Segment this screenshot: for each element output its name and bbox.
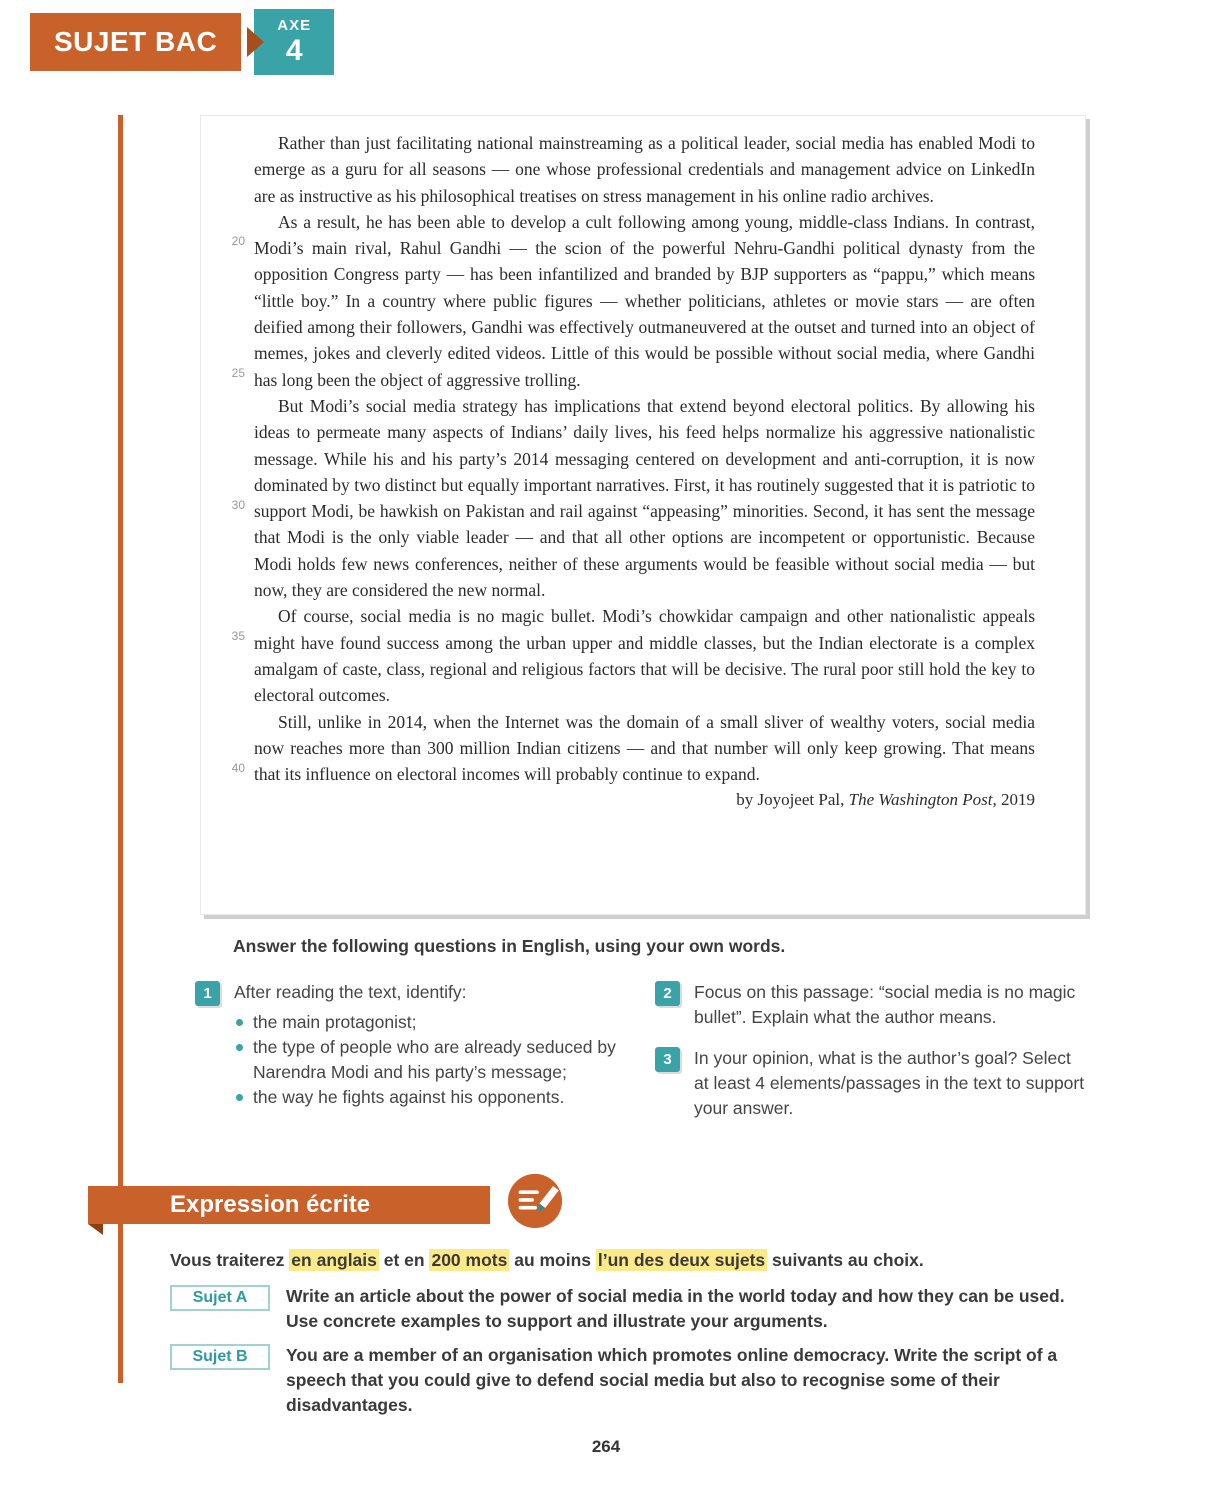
- bullet-item: the type of people who are already seduced by Narendra Modi and his party’s message;: [234, 1035, 625, 1085]
- attribution-year: 2019: [996, 790, 1035, 810]
- article-box: [200, 115, 1086, 915]
- instruction-text-segment: Vous traiterez: [170, 1250, 290, 1270]
- instruction-highlight: 200 mots: [431, 1250, 508, 1270]
- questions-left-column: [195, 980, 625, 1137]
- questions-intro: Answer the following questions in English, using your own words.: [233, 936, 786, 956]
- sujet-a-text: Write an article about the power of social media in the world today and how they can be used. Use concrete examples to support and illustrate your arguments.: [286, 1286, 1065, 1331]
- attribution-source: The Washington Post,: [848, 790, 997, 810]
- question-1-bullet-list: [234, 1010, 625, 1110]
- question-1-text: After reading the text, identify:: [234, 982, 467, 1002]
- axe-badge: [254, 9, 334, 75]
- attribution: [254, 787, 1035, 813]
- expression-ecrite-title: Expression écrite: [170, 1191, 371, 1218]
- question-1-number-badge: 1: [195, 981, 220, 1006]
- attribution-author: by Joyojeet Pal,: [736, 790, 849, 810]
- instruction-line: [170, 1250, 924, 1271]
- pencil-list-icon: [506, 1172, 564, 1230]
- question-3: [655, 1046, 1090, 1121]
- sujet-bac-banner: [30, 13, 241, 71]
- question-2-number-badge: 2: [655, 981, 680, 1006]
- sujet-a-label: Sujet A: [170, 1285, 270, 1311]
- page-number: 264: [591, 1437, 621, 1456]
- line-number: 20: [231, 234, 245, 248]
- chevron-right-icon: [247, 27, 264, 57]
- sujet-b-text: You are a member of an organisation which promotes online democracy. Write the script of a speech that you could give to defend social media but also to recognise some of their disadvantages.: [286, 1345, 1058, 1415]
- question-2-text: Focus on this passage: “social media is no magic bullet”. Explain what the author means.: [694, 982, 1076, 1027]
- questions-grid: [195, 980, 1090, 1137]
- sujet-a-row: [170, 1284, 1095, 1334]
- page-title: SUJET BAC: [54, 26, 218, 57]
- instruction-text-segment: et en: [378, 1250, 430, 1270]
- article-paragraph: Of course, social media is no magic bullet. Modi’s chowkidar campaign and other nationalistic appeals might have found success among the urban upper and middle classes, but the Indian electorate is a complex amalgam of caste, class, regional and religious factors that will be decisive. The rural poor still hold the key to electoral outcomes.: [254, 606, 1035, 706]
- question-1-body: [234, 980, 625, 1110]
- instruction-text-segment: suivants au choix.: [767, 1250, 924, 1270]
- bullet-item: the main protagonist;: [234, 1010, 625, 1035]
- question-2: [655, 980, 1090, 1030]
- question-1: [195, 980, 625, 1110]
- article-paragraph: Still, unlike in 2014, when the Internet was the domain of a small sliver of wealthy voters, social media now reaches more than 300 million Indian citizens — and that number will only keep growing. That means that its influence on electoral incomes will probably continue to expand.: [254, 711, 1035, 785]
- article-paragraph: But Modi’s social media strategy has implications that extend beyond electoral politics. By allowing his ideas to permeate many aspects of Indians’ daily lives, his feed helps normalize his aggressive nationalistic message. While his and his party’s 2014 messaging centered on development and anti-corruption, it is now dominated by two distinct but equally important narratives. First, it has routinely suggested that it is patriotic to support Modi, be hawkish on Pakistan and rail against “appeasing” minorities. Second, it has sent the message that Modi is the only viable leader — and that all other options are incompetent or opportunistic. Because Modi holds few news conferences, neither of these arguments would be feasible without social media — but now, they are considered the new normal.: [254, 395, 1035, 601]
- instruction-highlight: l’un des deux sujets: [597, 1250, 766, 1270]
- page-header: [30, 8, 334, 76]
- line-number: 35: [231, 629, 245, 643]
- instruction-highlight: en anglais: [291, 1250, 377, 1270]
- sujet-b-label: Sujet B: [170, 1344, 270, 1370]
- bullet-item: the way he fights against his opponents.: [234, 1085, 625, 1110]
- expression-ecrite-banner: [88, 1186, 490, 1224]
- line-number: 30: [231, 498, 245, 512]
- line-number: 25: [231, 366, 245, 380]
- question-3-number-badge: 3: [655, 1047, 680, 1072]
- instruction-text-segment: au moins: [509, 1250, 596, 1270]
- sujets-list: [170, 1284, 1095, 1427]
- axe-badge-label: AXE: [277, 17, 312, 34]
- sujet-b-row: [170, 1343, 1095, 1418]
- question-3-text: In your opinion, what is the author’s goal? Select at least 4 elements/passages in the text to support your answer.: [694, 1048, 1085, 1118]
- article-paragraph: As a result, he has been able to develop a cult following among young, middle-class Indians. In contrast, Modi’s main rival, Rahul Gandhi — the scion of the powerful Nehru-Gandhi political dynasty from the opposition Congress party — has been infantilized and branded by BJP supporters as “pappu,” which means “little boy.” In a country where public figures — whether politicians, athletes or movie stars — are often deified among their followers, Gandhi was effectively outmaneuvered at the outset and turned into an object of memes, jokes and cleverly edited videos. Little of this would be possible without social media, where Gandhi has long been the object of aggressive trolling.: [254, 211, 1035, 390]
- line-number: 40: [231, 761, 245, 775]
- banner-fold: [88, 1224, 103, 1235]
- questions-right-column: [655, 980, 1090, 1137]
- axe-badge-number: 4: [285, 33, 303, 67]
- article-paragraph: Rather than just facilitating national mainstreaming as a political leader, social media has enabled Modi to emerge as a guru for all seasons — one whose professional credentials and management advice on LinkedIn are as instructive as his philosophical treatises on stress management in his online radio archives.: [254, 133, 1035, 206]
